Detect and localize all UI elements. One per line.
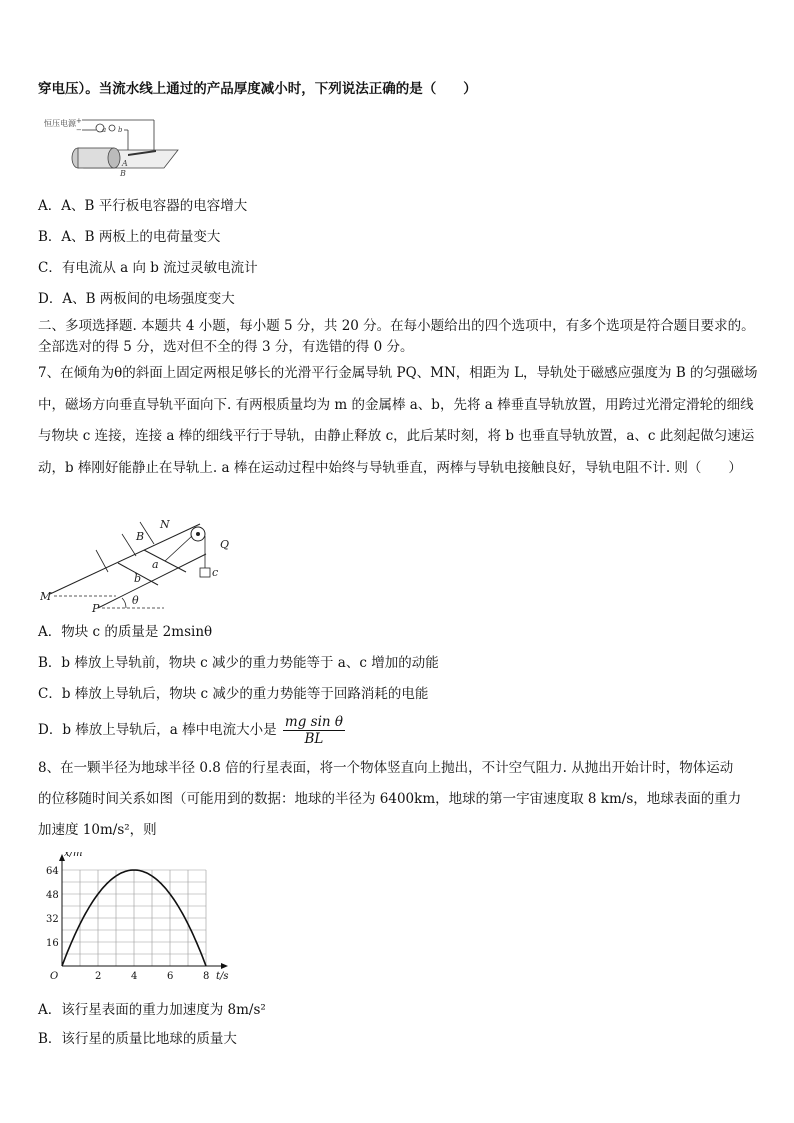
svg-text:B: B [120,169,126,178]
x-tick-label: 2 [95,971,102,982]
x-tick-label: 4 [131,971,138,982]
svg-text:b: b [134,572,142,585]
q7-option-a: A．物块 c 的质量是 2msinθ [38,624,213,640]
block-c [200,568,210,577]
svg-text:A: A [122,159,128,168]
svg-text:N: N [160,518,170,531]
q7-option-d-fraction [283,714,345,747]
svg-text:θ: θ [132,594,139,607]
q7-option-b: B．b 棒放上导轨前，物块 c 减少的重力势能等于 a、c 增加的动能 [38,655,439,671]
q7-stem: 7、在倾角为θ的斜面上固定两根足够长的光滑平行金属导轨 PQ、MN，相距为 L，导轨处于磁感应强度为 B 的匀强磁场中，磁场方向垂直导轨平面向下. 有两根质量均为 m 的金属棒 a、b，先将 a 棒垂直导轨放置，用跨过光滑定滑轮的细线与物块 c 连接，连接 a 棒的细线平行于导轨，由静止释放 c，此后某时刻，将 b 也垂直导轨放置，a、c 此刻起做匀速运动，b 棒刚好能静止在导轨上. a 棒在运动过程中始终与导轨垂直，两棒与导轨电接触良好，导轨电阻不计. 则（ ） [38,365,758,476]
q7-option-c: C．b 棒放上导轨后，物块 c 减少的重力势能等于回路消耗的电能 [38,686,429,702]
q6-stem-tail: 穿电压）。当流水线上通过的产品厚度减小时，下列说法正确的是（ ） [38,81,477,97]
x-axis-arrow [221,963,228,969]
q7-figure [40,514,240,618]
svg-text:B: B [136,530,145,543]
xt-chart-svg [36,852,236,982]
y-axis-label: x/m [64,852,83,859]
origin-label: O [50,971,59,982]
section2-line1: 二、多项选择题. 本题共 4 小题，每小题 5 分，共 20 分。在每小题给出的四个选项中，有多个选项是符合题目要求的。 [38,318,755,334]
q7-option-d-text: D．b 棒放上导轨后，a 棒中电流大小是 [38,722,277,738]
x-tick-label: 6 [167,971,174,982]
q8-stem-line2: 的位移随时间关系如图（可能用到的数据：地球的半径为 6400km，地球的第一宇宙速度取 8 km/s，地球表面的重力 [38,791,742,807]
y-tick-label: 48 [46,890,59,901]
q8-stem-line1: 8、在一颗半径为地球半径 0.8 倍的行星表面，将一个物体竖直向上抛出，不计空气阻力. 从抛出开始计时，物体运动 [38,760,734,776]
svg-text:a: a [152,558,159,571]
q8-option-b: B．该行星的质量比地球的质量大 [38,1031,237,1047]
x-tick-label: 8 [203,971,210,982]
q6-option-c: C．有电流从 a 向 b 流过灵敏电流计 [38,260,258,276]
q6-option-a: A．A、B 平行板电容器的电容增大 [38,198,248,214]
svg-text:c: c [212,566,219,579]
svg-text:M: M [40,590,52,603]
x-axis-label: t/s [216,971,229,982]
svg-text:b: b [118,126,123,134]
svg-text:−: − [76,126,82,134]
y-tick-label: 32 [46,914,59,925]
section2-line2: 全部选对的得 5 分，选对但不全的得 3 分，有选错的得 0 分。 [38,339,414,355]
fraction-denominator: BL [304,731,324,747]
svg-text:P: P [92,602,100,614]
q6-option-b: B．A、B 两板上的电荷量变大 [38,229,221,245]
svg-text:+: + [76,117,82,125]
q8-chart [36,852,236,986]
fraction-numerator: mg sin θ [284,714,343,730]
q8-option-a: A．该行星表面的重力加速度为 8m/s² [38,1002,266,1018]
svg-text:a: a [102,126,107,134]
q8-stem-line3: 加速度 10m/s²，则 [38,822,157,838]
power-label: 恒压电源 [44,119,76,128]
q6-option-d: D．A、B 两板间的电场强度变大 [38,291,235,307]
svg-text:Q: Q [220,538,230,551]
y-tick-label: 16 [46,938,59,949]
q7-option-d [38,712,345,748]
q6-figure [44,114,184,186]
y-tick-label: 64 [46,866,59,877]
